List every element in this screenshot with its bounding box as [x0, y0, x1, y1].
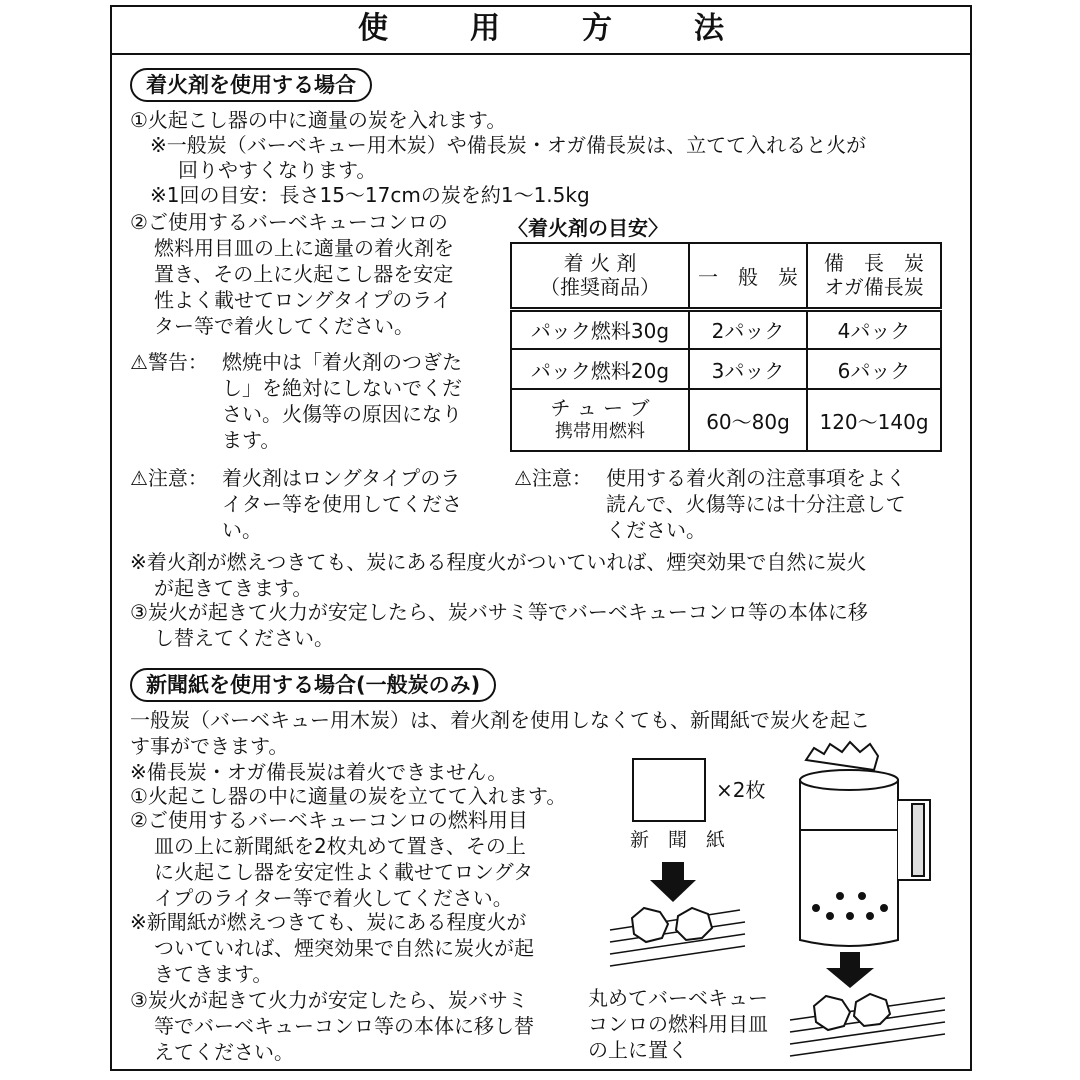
- step-2-line: ター等で着火してください。: [154, 314, 414, 338]
- table-row: [511, 309, 941, 349]
- cell-text: チ ュ ー ブ: [550, 396, 650, 420]
- header-text: 備 長 炭: [824, 251, 924, 276]
- table-cell: パック燃料30g: [511, 309, 689, 349]
- step-3-line2: し替えてください。: [154, 626, 334, 650]
- table-cell: 3パック: [689, 349, 807, 389]
- newspaper-count: ×2枚: [716, 778, 766, 802]
- arrow-down-icon: [826, 952, 874, 988]
- table-cell: パック燃料20g: [511, 349, 689, 389]
- arrow-down-icon: [650, 862, 696, 902]
- step-2-line: 置き、その上に火起こし器を安定: [154, 262, 454, 286]
- section-heading-newspaper: 新聞紙を使用する場合(一般炭のみ): [130, 668, 496, 702]
- table-cell: [511, 389, 689, 451]
- step-2-line: イプのライター等で着火してください。: [154, 886, 513, 910]
- caption-line: 丸めてバーベキュー: [588, 986, 768, 1010]
- crumpled-newspaper-icon: [814, 994, 890, 1030]
- chimney-starter-icon: [800, 742, 930, 946]
- header-text: オガ備長炭: [824, 275, 924, 300]
- table-row: [511, 349, 941, 389]
- step-2-line: ②ご使用するバーベキューコンロの: [130, 210, 448, 234]
- caution-line: 読んで、火傷等には十分注意して: [606, 492, 906, 516]
- newspaper-label: 新 聞 紙: [630, 829, 726, 851]
- note-2: ※1回の目安：長さ15〜17cmの炭を約1〜1.5kg: [150, 183, 590, 207]
- step-3-line: ③炭火が起きて火力が安定したら、炭バサミ: [130, 988, 528, 1012]
- caution-line: イター等を使用してくださ: [222, 492, 462, 516]
- caption-line: コンロの燃料用目皿: [588, 1012, 768, 1036]
- table-row: [511, 389, 941, 451]
- starter-guide-table: [510, 242, 942, 452]
- table-cell: 120〜140g: [807, 389, 941, 451]
- warning-line: さい。火傷等の原因になり: [222, 402, 462, 426]
- step-2-line: 皿の上に新聞紙を2枚丸めて置き、その上: [154, 834, 526, 858]
- table-header-starter: [511, 243, 689, 309]
- step-2-line: 燃料用目皿の上に適量の着火剤を: [154, 236, 454, 260]
- caption-line: の上に置く: [588, 1038, 688, 1062]
- step-3-line1: ③炭火が起きて火力が安定したら、炭バサミ等でバーベキューコンロ等の本体に移: [130, 600, 868, 624]
- table-cell: 60〜80g: [689, 389, 807, 451]
- header-text: 着 火 剤: [563, 251, 637, 276]
- note-3-line2: が起きてきます。: [154, 576, 313, 600]
- crumpled-newspaper-icon: [632, 908, 712, 942]
- caution-line: ください。: [606, 518, 706, 542]
- cell-text: 携帯用燃料: [555, 421, 645, 442]
- step-2-line: 性よく載せてロングタイプのライ: [154, 288, 452, 312]
- page-title: 使 用 方 法: [110, 5, 972, 55]
- warning-label: ⚠警告：: [130, 350, 208, 374]
- note-1-line1: ※一般炭（バーベキュー用木炭）や備長炭・オガ備長炭は、立てて入れると火が: [150, 133, 867, 157]
- step-3-line: 等でバーベキューコンロ等の本体に移し替: [154, 1014, 534, 1038]
- step-2-line: ②ご使用するバーベキューコンロの燃料用目: [130, 808, 528, 832]
- warning-line: し」を絶対にしないでくだ: [222, 376, 462, 400]
- step-3-line: えてください。: [154, 1040, 294, 1064]
- caution-line: 着火剤はロングタイプのラ: [222, 466, 461, 490]
- table-cell: 2パック: [689, 309, 807, 349]
- caution-label: ⚠注意：: [130, 466, 208, 490]
- step-1-newspaper: ①火起こし器の中に適量の炭を立てて入れます。: [130, 784, 567, 808]
- section-heading-starter: 着火剤を使用する場合: [130, 68, 372, 102]
- note-1-line2: 回りやすくなります。: [178, 158, 377, 182]
- step-2-line: に火起こし器を安定性よく載せてロングタ: [154, 860, 534, 884]
- caution-line: い。: [222, 518, 262, 542]
- note-binchotan: ※備長炭・オガ備長炭は着火できません。: [130, 760, 508, 784]
- note-line: きてきます。: [154, 962, 273, 986]
- table-header-binchotan: [807, 243, 941, 309]
- intro-line1: 一般炭（バーベキュー用木炭）は、着火剤を使用しなくても、新聞紙で炭火を起こ: [130, 708, 870, 732]
- caution-line: 使用する着火剤の注意事項をよく: [606, 466, 906, 490]
- step-1: ①火起こし器の中に適量の炭を入れます。: [130, 108, 507, 132]
- note-3-line1: ※着火剤が燃えつきても、炭にある程度火がついていれば、煙突効果で自然に炭火: [130, 550, 867, 574]
- table-cell: 4パック: [807, 309, 941, 349]
- table-caption: 〈着火剤の目安〉: [508, 216, 668, 240]
- table-cell: 6パック: [807, 349, 941, 389]
- warning-line: ます。: [222, 428, 281, 452]
- header-text: （推奨商品）: [540, 275, 660, 300]
- note-line: ついていれば、煙突効果で自然に炭火が起: [154, 936, 534, 960]
- intro-line2: す事ができます。: [130, 734, 289, 758]
- note-line: ※新聞紙が燃えつきても、炭にある程度火が: [130, 910, 527, 934]
- warning-line: 燃焼中は「着火剤のつぎた: [222, 350, 462, 374]
- caution-label: ⚠注意：: [514, 466, 592, 490]
- table-header-regular: 一 般 炭: [689, 243, 807, 309]
